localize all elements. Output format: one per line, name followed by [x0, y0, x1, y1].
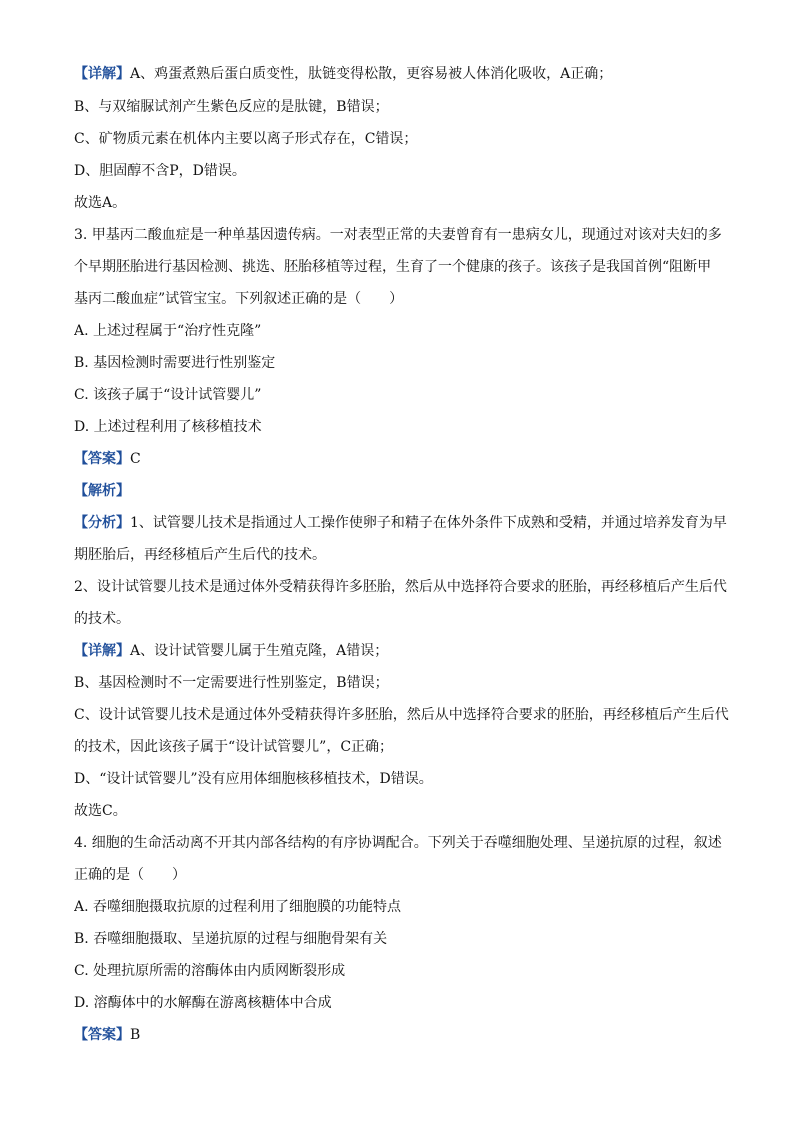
line-text: A. 上述过程属于“治疗性克隆”: [74, 323, 262, 339]
section-tag: 【解析】: [74, 483, 130, 499]
line-text: 4. 细胞的生命活动离不开其内部各结构的有序协调配合。下列关于吞噬细胞处理、呈递抗原的过程，叙述: [74, 835, 722, 851]
answer-option: [74, 353, 734, 373]
line-text: C. 处理抗原所需的溶酶体由内质网断裂形成: [74, 963, 346, 979]
question-stem: [74, 225, 734, 245]
line-text: A. 吞噬细胞摄取抗原的过程利用了细胞膜的功能特点: [74, 899, 402, 915]
question-stem: [74, 257, 734, 277]
line-text: 正确的是（ ）: [74, 867, 186, 883]
line-text: C. 该孩子属于“设计试管婴儿”: [74, 387, 262, 403]
text-line: [74, 705, 734, 725]
line-text: B. 吞噬细胞摄取、呈递抗原的过程与细胞骨架有关: [74, 931, 388, 947]
section-tag: 【分析】: [74, 515, 130, 531]
line-text: D. 溶酶体中的水解酶在游离核糖体中合成: [74, 995, 332, 1011]
line-text: B: [130, 1027, 141, 1043]
line-text: C: [130, 451, 141, 467]
line-text: 故选C。: [74, 803, 127, 819]
answer-line: [74, 449, 734, 469]
answer-option: [74, 993, 734, 1013]
line-text: A、鸡蛋煮熟后蛋白质变性，肽链变得松散，更容易被人体消化吸收，A正确；: [130, 66, 613, 82]
line-text: C、矿物质元素在机体内主要以离子形式存在，C错误；: [74, 131, 418, 147]
line-text: 1、试管婴儿技术是指通过人工操作使卵子和精子在体外条件下成熟和受精，并通过培养发育为早: [130, 515, 727, 531]
answer-option: [74, 385, 734, 405]
line-text: B. 基因检测时需要进行性别鉴定: [74, 355, 276, 371]
line-text: 2、设计试管婴儿技术是通过体外受精获得许多胚胎，然后从中选择符合要求的胚胎，再经移植后产生后代: [74, 579, 727, 595]
answer-option: [74, 897, 734, 917]
text-line: [74, 673, 734, 693]
analysis-heading: [74, 481, 734, 501]
text-line: [74, 513, 734, 533]
text-line: [74, 129, 734, 149]
line-text: B、与双缩脲试剂产生紫色反应的是肽键，B错误；: [74, 99, 389, 115]
line-text: A、设计试管婴儿属于生殖克隆，A错误；: [130, 643, 389, 659]
answer-option: [74, 929, 734, 949]
answer-option: [74, 417, 734, 437]
section-tag: 【详解】: [74, 66, 130, 82]
answer-option: [74, 321, 734, 341]
text-line: [74, 641, 734, 661]
text-line: [74, 801, 734, 821]
line-text: D、“设计试管婴儿”没有应用体细胞核移植技术，D错误。: [74, 771, 433, 787]
question-stem: [74, 289, 734, 309]
section-tag: 【答案】: [74, 451, 130, 467]
text-line: [74, 64, 734, 84]
text-line: [74, 609, 734, 629]
answer-option: [74, 961, 734, 981]
text-line: [74, 737, 734, 757]
text-line: [74, 769, 734, 789]
line-text: B、基因检测时不一定需要进行性别鉴定，B错误；: [74, 675, 389, 691]
line-text: 的技术。: [74, 611, 130, 627]
line-text: 基丙二酸血症”试管宝宝。下列叙述正确的是（ ）: [74, 291, 404, 307]
question-stem: [74, 865, 734, 885]
line-text: 故选A。: [74, 195, 127, 211]
answer-line: [74, 1025, 734, 1045]
text-line: [74, 545, 734, 565]
line-text: D、胆固醇不含P，D错误。: [74, 163, 246, 179]
section-tag: 【答案】: [74, 1027, 130, 1043]
text-line: [74, 577, 734, 597]
line-text: C、设计试管婴儿技术是通过体外受精获得许多胚胎，然后从中选择符合要求的胚胎，再经移植后产生后代: [74, 707, 729, 723]
text-line: [74, 193, 734, 213]
line-text: 个早期胚胎进行基因检测、挑选、胚胎移植等过程，生育了一个健康的孩子。该孩子是我国首例“阻断甲: [74, 259, 712, 275]
text-line: [74, 97, 734, 117]
line-text: 3. 甲基丙二酸血症是一种单基因遗传病。一对表型正常的夫妻曾育有一患病女儿，现通过对该对夫妇的多: [74, 227, 722, 243]
section-tag: 【详解】: [74, 643, 130, 659]
line-text: D. 上述过程利用了核移植技术: [74, 419, 262, 435]
line-text: 期胚胎后，再经移植后产生后代的技术。: [74, 547, 326, 563]
text-line: [74, 161, 734, 181]
line-text: 的技术，因此该孩子属于“设计试管婴儿”，C正确；: [74, 739, 394, 755]
question-stem: [74, 833, 734, 853]
